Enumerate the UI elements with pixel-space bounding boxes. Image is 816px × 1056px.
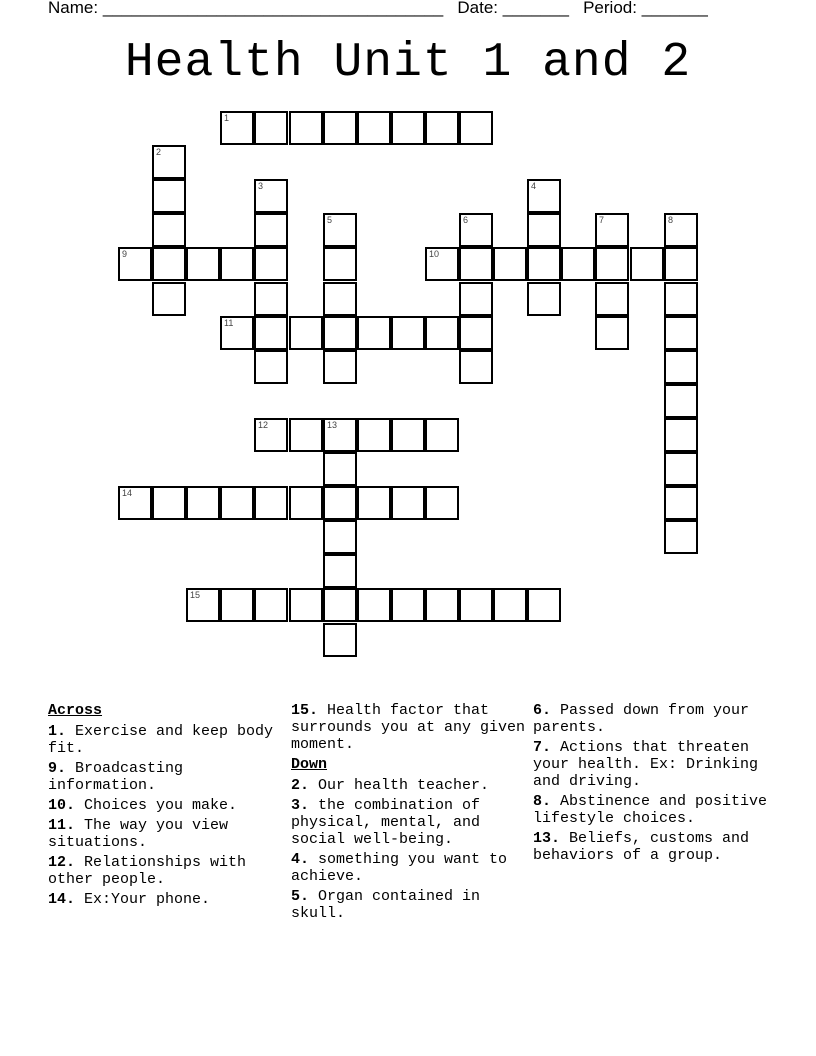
period-line[interactable]: _______ [641, 0, 708, 17]
grid-cell[interactable] [425, 588, 459, 622]
grid-cell[interactable] [595, 282, 629, 316]
grid-cell[interactable] [357, 111, 391, 145]
grid-cell[interactable] [425, 418, 459, 452]
grid-cell[interactable] [323, 111, 357, 145]
grid-cell[interactable] [391, 588, 425, 622]
grid-cell[interactable] [391, 418, 425, 452]
clue-number: 9 [122, 249, 128, 259]
grid-cell[interactable] [118, 486, 152, 520]
date-label: Date: [457, 0, 498, 17]
grid-cell[interactable] [152, 486, 186, 520]
name-label: Name: [48, 0, 99, 17]
grid-cell[interactable] [664, 316, 698, 350]
clue-down-2: 2. Our health teacher. [291, 777, 490, 794]
grid-cell[interactable] [254, 179, 288, 213]
clue-down-3: 3. the combination of physical, mental, and social well-being. [291, 797, 481, 848]
grid-cell[interactable] [391, 111, 425, 145]
clue-number: 10 [429, 249, 440, 259]
clue-number: 1 [224, 113, 230, 123]
grid-cell[interactable] [391, 486, 425, 520]
grid-cell[interactable] [527, 247, 561, 281]
clue-number: 14 [122, 488, 133, 498]
grid-cell[interactable] [152, 179, 186, 213]
grid-cell[interactable] [664, 282, 698, 316]
grid-cell[interactable] [425, 316, 459, 350]
grid-cell[interactable] [357, 418, 391, 452]
clue-down-4: 4. something you want to achieve. [291, 851, 508, 885]
grid-cell[interactable] [595, 247, 629, 281]
grid-cell[interactable] [459, 588, 493, 622]
clue-across-11: 11. The way you view situations. [48, 817, 229, 851]
grid-cell[interactable] [459, 350, 493, 384]
clue-down-5: 5. Organ contained in skull. [291, 888, 481, 922]
grid-cell[interactable] [630, 247, 664, 281]
grid-cell[interactable] [527, 282, 561, 316]
grid-cell[interactable] [664, 247, 698, 281]
grid-cell[interactable] [391, 316, 425, 350]
grid-cell[interactable] [152, 145, 186, 179]
clue-number: 12 [258, 420, 269, 430]
period-label: Period: [583, 0, 637, 17]
clue-down-8: 8. Abstinence and positive lifestyle choices. [533, 793, 768, 827]
clue-across-12: 12. Relationships with other people. [48, 854, 247, 888]
clue-number: 6 [463, 215, 469, 225]
down-heading: Down [291, 756, 328, 773]
grid-cell[interactable] [664, 213, 698, 247]
clue-across-14: 14. Ex:Your phone. [48, 891, 211, 908]
grid-cell[interactable] [459, 247, 493, 281]
grid-cell[interactable] [254, 486, 288, 520]
grid-cell[interactable] [254, 213, 288, 247]
clue-number: 11 [224, 318, 234, 328]
grid-cell[interactable] [323, 623, 357, 657]
grid-cell[interactable] [357, 316, 391, 350]
clue-number: 4 [531, 181, 537, 191]
grid-cell[interactable] [220, 111, 254, 145]
grid-cell[interactable] [459, 282, 493, 316]
grid-cell[interactable] [323, 554, 357, 588]
grid-cell[interactable] [220, 588, 254, 622]
grid-cell[interactable] [664, 384, 698, 418]
grid-cell[interactable] [425, 111, 459, 145]
grid-cell[interactable] [152, 282, 186, 316]
grid-cell[interactable] [527, 179, 561, 213]
grid-cell[interactable] [493, 588, 527, 622]
clue-across-9: 9. Broadcasting information. [48, 760, 184, 794]
grid-cell[interactable] [323, 418, 357, 452]
grid-cell[interactable] [254, 247, 288, 281]
clue-down-7: 7. Actions that threaten your health. Ex: Drinking and driving. [533, 739, 759, 790]
clue-across-15: 15. Health factor that surrounds you at any given moment. [291, 702, 526, 753]
clue-number: 7 [599, 215, 605, 225]
grid-cell[interactable] [323, 350, 357, 384]
name-line[interactable]: ____________________________________ [102, 0, 444, 17]
grid-cell[interactable] [595, 316, 629, 350]
clues-column-2 [291, 702, 527, 925]
grid-cell[interactable] [664, 520, 698, 554]
grid-cell[interactable] [254, 418, 288, 452]
grid-cell[interactable] [254, 316, 288, 350]
grid-cell[interactable] [425, 486, 459, 520]
grid-cell[interactable] [459, 213, 493, 247]
grid-cell[interactable] [459, 316, 493, 350]
grid-cell[interactable] [289, 588, 323, 622]
grid-cell[interactable] [323, 452, 357, 486]
grid-cell[interactable] [152, 213, 186, 247]
grid-cell[interactable] [289, 418, 323, 452]
grid-cell[interactable] [459, 111, 493, 145]
clue-down-13: 13. Beliefs, customs and behaviors of a group. [533, 830, 750, 864]
grid-cell[interactable] [289, 316, 323, 350]
grid-cell[interactable] [220, 247, 254, 281]
clue-number: 5 [327, 215, 333, 225]
grid-cell[interactable] [186, 486, 220, 520]
grid-cell[interactable] [357, 588, 391, 622]
grid-cell[interactable] [220, 316, 254, 350]
clue-down-6: 6. Passed down from your parents. [533, 702, 750, 736]
grid-cell[interactable] [323, 282, 357, 316]
date-line[interactable]: _______ [502, 0, 569, 17]
across-heading: Across [48, 702, 103, 719]
grid-cell[interactable] [527, 213, 561, 247]
grid-cell[interactable] [664, 486, 698, 520]
grid-cell[interactable] [323, 316, 357, 350]
clue-number: 13 [327, 420, 338, 430]
grid-cell[interactable] [493, 247, 527, 281]
grid-cell[interactable] [561, 247, 595, 281]
grid-cell[interactable] [289, 111, 323, 145]
grid-cell[interactable] [323, 213, 357, 247]
clue-across-1: 1. Exercise and keep body fit. [48, 723, 274, 757]
grid-cell[interactable] [254, 282, 288, 316]
grid-cell[interactable] [220, 486, 254, 520]
grid-cell[interactable] [357, 486, 391, 520]
clue-number: 2 [156, 147, 162, 157]
grid-cell[interactable] [425, 247, 459, 281]
clue-number: 3 [258, 181, 264, 191]
grid-cell[interactable] [323, 486, 357, 520]
grid-cell[interactable] [289, 486, 323, 520]
clues-column-3 [533, 702, 769, 867]
grid-cell[interactable] [186, 247, 220, 281]
grid-cell[interactable] [254, 111, 288, 145]
grid-cell[interactable] [186, 588, 220, 622]
grid-cell[interactable] [323, 588, 357, 622]
grid-cell[interactable] [118, 247, 152, 281]
grid-cell[interactable] [323, 520, 357, 554]
grid-cell[interactable] [152, 247, 186, 281]
grid-cell[interactable] [254, 588, 288, 622]
grid-cell[interactable] [527, 588, 561, 622]
grid-cell[interactable] [254, 350, 288, 384]
grid-cell[interactable] [664, 452, 698, 486]
clues-column-1 [48, 702, 284, 911]
grid-cell[interactable] [664, 350, 698, 384]
clue-across-10: 10. Choices you make. [48, 797, 238, 814]
clue-number: 8 [668, 215, 674, 225]
page-title: Health Unit 1 and 2 [124, 36, 692, 90]
grid-cell[interactable] [664, 418, 698, 452]
grid-cell[interactable] [595, 213, 629, 247]
grid-cell[interactable] [323, 247, 357, 281]
clue-number: 15 [190, 590, 201, 600]
